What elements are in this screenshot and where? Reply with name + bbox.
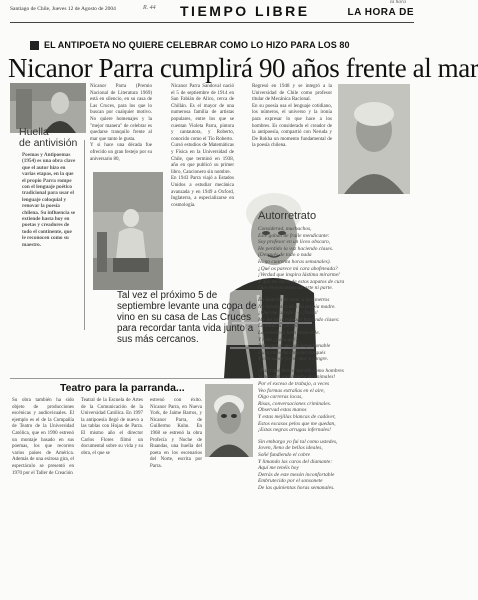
poem-line: No reconozco ni a mi propia madre. [258, 303, 336, 310]
poem-line: ¡Para qué hemos nacido como hombres [258, 367, 344, 374]
poem-line: Observad estas manos [258, 407, 307, 414]
poem-line: Soñé fundiendo el cobre [258, 452, 311, 458]
poem-stanza [258, 297, 408, 363]
photo-caption: Tal vez el próximo 5 de septiembre levante una copa de vino en su casa de Las Cruces para recordar tanta vida junto a sus más cercanos. [117, 290, 262, 345]
poem-line: Me los he arruinado haciendo clases: [258, 316, 340, 323]
poem-line: Para ganar un pan imperdonable [258, 343, 331, 350]
kicker-square-icon [30, 41, 39, 50]
poem-line: Soy profesor en un liceo obscuro, [258, 239, 331, 246]
column-divider [84, 140, 85, 330]
poem-line: La venenosa luna miserable. [258, 329, 320, 336]
sub-article-column-2: Teatral de la Escuela de Artes de la Comunicación de la Universidad Católica. En 1997 la antipoesía llegó de nuevo a las tablas con Hojas de Parra. El mismo año el director Carlos Flores filmó un documental sobre su vida y su obra, el que se [81, 398, 143, 456]
poem-line: Embrutecido por el sonsonete [258, 478, 323, 485]
poem-line: Hago cuarenta horas semanales). [258, 258, 331, 265]
sub-article-column-1: Su obra también ha sido objeto de producciones escénicas y audiovisuales. El ejemplo es el de la Compañía de Teatro de la Universidad Católica, que en 1990 estrenó un montaje basado en sus poemas, los que recorren varios países de América. Además de una exitosa gira, el espectáculo se presentó en 1970 por el Taller de Creación [12, 398, 74, 476]
article-headline: Nicanor Parra cumplirá 90 años frente al mar [8, 53, 478, 83]
poem-line: Duro como la cara del burgués [258, 349, 326, 356]
sub-article-portrait-art [205, 384, 253, 457]
poem-line: ¡Estas negras arrugas infernales! [258, 427, 331, 434]
poem-line: Risas, conversaciones criminales. [258, 400, 332, 407]
poem-line: Si nos dan una muerte de animales! [258, 374, 336, 381]
poem-line: ¡Verdad que inspira lástima mirarme! [258, 272, 340, 279]
seated-poet-photo [93, 172, 163, 290]
poem-line: Que envejecieron sin arte ni parte. [258, 285, 333, 292]
paragraph: En su poesía usa el lenguaje cotidiano, los números, el universo y la ironía para expresar lo que hace a los hombres. Es considerado el creador de la antipoesía, compartió con Neruda y De Rokha un momento fundamental de la poesía chilena. [252, 103, 332, 149]
poem-line: Considerad, muchachos, [258, 226, 312, 232]
paragraph: Nicanor Parra Sandoval nació el 5 de septiembre de 1914 en San Fabián de Alico, cerca de Chillán. Es el mayor de una numerosa familia de artistas populares, entre los que se cuentan Violeta Parra, pintora y cantautora, y Roberto, conocido como el Tío Roberto. [171, 84, 234, 142]
sub-article-column-3: estrenó con éxito. Nicanor Parra, en Nueva York, de Jaime Barros, y Nicanor Parra, de Guillermo Kuhn. En 1968 se estrenó la obra Profecía y Noche de Ruandas, una huella del poeta en los escenarios del Norte, escrita por Parra. [150, 398, 202, 469]
issue-date: Santiago de Chile, Jueves 12 de Agosto de 2004 [10, 6, 116, 12]
poem-line: Joven, lleno de bellos ideales, [258, 445, 323, 452]
article-kicker: EL ANTIPOETA NO QUIERE CELEBRAR COMO LO HIZO PARA LOS 80 [44, 40, 350, 50]
poem-line: De las quinientas horas semanales. [258, 484, 335, 491]
poem-line: Oigo carreras locas, [258, 394, 303, 401]
paragraph: Regresó en 1948 y se integró a la Universidad de Chile como profesor titular de Mecánica Racional. [252, 84, 332, 103]
poet-portrait-oval-art [338, 84, 410, 194]
poem-line: ¿Qué me sucede? —¡Nada! [258, 310, 318, 317]
poem-line: Y limando las caras del diamante: [258, 458, 333, 465]
sidebar-title-line1: Huella [19, 126, 49, 138]
paragraph: En 1943 Parra viajó a Estados Unidos a estudiar mecánica avanzada y en 1949 a Oxford, Inglaterra, a especializarse en cosmología. [171, 176, 234, 208]
poem-stanza [258, 226, 408, 292]
poem-line: He perdido la voz haciendo clases. [258, 245, 334, 252]
poem-line: ¿Qué os parece mi cara abofeteada? [258, 265, 338, 272]
poem-line: La mala luz, el sol, [258, 323, 300, 330]
poem-line: Estos escasos pelos que me quedan, [258, 420, 336, 427]
poem-line: Y qué me decís de estos zapatos de cura [258, 278, 345, 285]
poem-line: En materia de ojos, a tres metros [258, 296, 330, 303]
sidebar-title-line2: de antivisión [19, 137, 78, 149]
brand-logo-small: la hora [389, 0, 406, 5]
poem-line: Veo formas extrañas en el aire, [258, 387, 325, 394]
poem-line: Aquí me tenéis hoy [258, 465, 299, 472]
poem-line: Por el exceso de trabajo, a veces [258, 381, 330, 388]
sidebar-title [19, 127, 77, 149]
poem-line: (Después de todo o nada [258, 252, 312, 259]
poet-portrait-oval [338, 84, 410, 194]
paragraph: Y si hace una década fue ofrecido un gran festejo por su aniversario 80, [90, 143, 152, 162]
poem-stanza [258, 368, 408, 434]
paragraph: Cursó estudios de Matemáticas y Física en la Universidad de Chile, que terminó en 1938, año en que publicó su primer libro, Cancionero sin nombre. [171, 143, 234, 175]
paragraph: Nicanor Parra (Premio Nacional de Literatura 1969) está en silencio, en su casa de Las Cruces, para los que lo buscan por cualquier motivo. No quiere homenajes y la "mejor manera" de celebrar es quedarse tranquilo frente al mar que tanto le gusta. [90, 84, 152, 142]
seated-poet-photo-art [93, 172, 163, 290]
brand-name: LA HORA DE [347, 7, 414, 18]
sidebar-text: Poemas y Antipoemas (1954) es una obra clave que el autor hizo en varias etapas, en la que el propio Parra rompe con el lenguaje poético tradicional para usar el lenguaje coloquial y renovar la poesía chilena. Su influencia se extiende hasta hoy en poetas y creadores de todo el continente, que le reconocen como su maestro. [22, 152, 76, 248]
poem-body [258, 226, 408, 492]
poem-line: Este gabán de fraile mendicante: [258, 232, 330, 239]
poem-line: Detrás de este mesón inconfortable [258, 471, 335, 478]
poem-line: Sin embargo yo fui tal como ustedes, [258, 438, 338, 445]
poem-line: Y estas mejillas blancas de cadáver, [258, 414, 336, 421]
article-column-3 [252, 84, 332, 150]
section-divider [10, 378, 250, 379]
article-column-1 [90, 84, 152, 163]
page-header [10, 0, 414, 23]
poem-line: Y con sabor y con olor a sangre. [258, 356, 329, 363]
poem-line: Y todo ¿para qué? [258, 336, 298, 343]
poem-title: Autorretrato [258, 210, 317, 222]
sub-article-headline: Teatro para la parranda... [60, 382, 185, 394]
poem-stanza [258, 439, 408, 492]
section-title: TIEMPO LIBRE [180, 3, 310, 19]
page-mark: R. 44 [143, 5, 156, 11]
sub-article-portrait [205, 384, 253, 457]
